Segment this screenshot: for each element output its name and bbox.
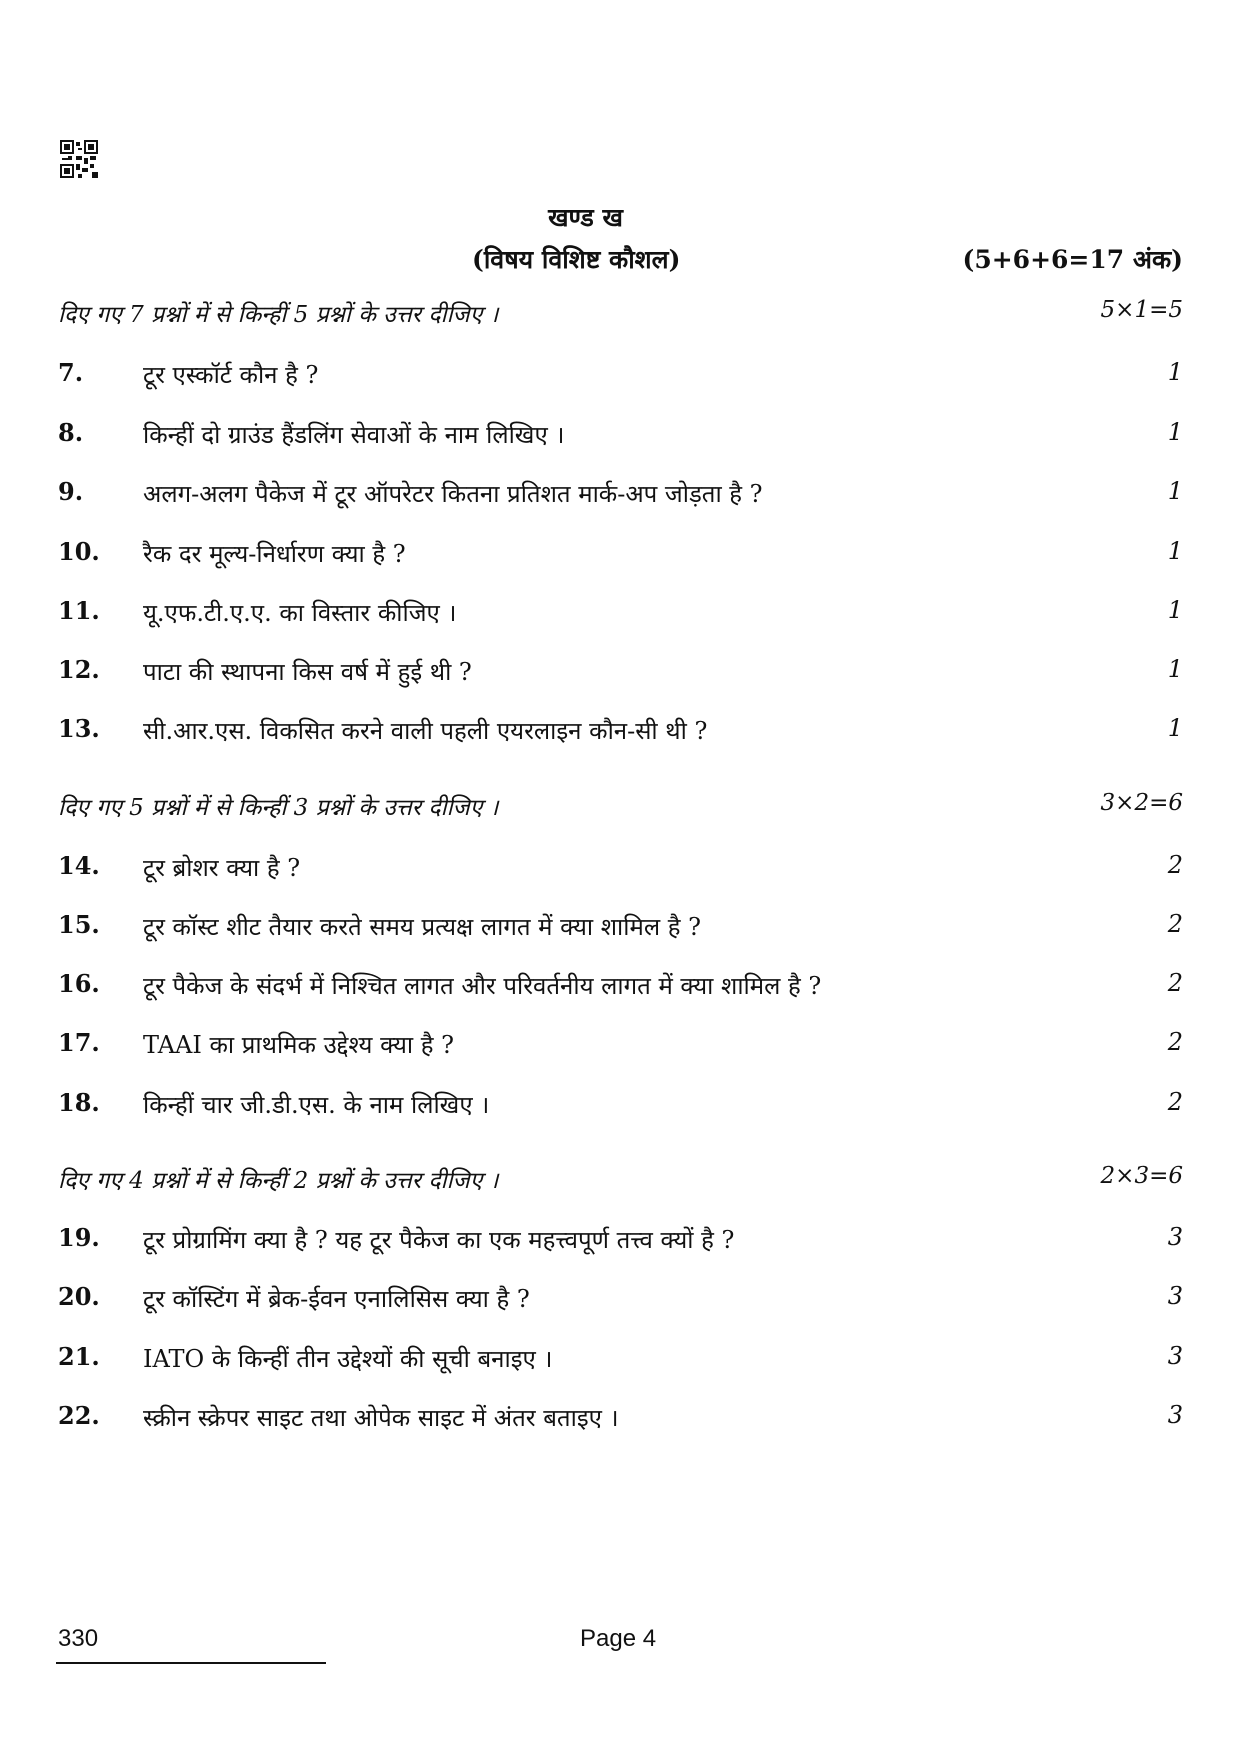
question-row <box>58 1028 1183 1064</box>
group-instruction <box>58 297 1183 329</box>
question-text: टूर पैकेज के संदर्भ में निश्चित लागत और परिवर्तनीय लागत में क्या शामिल है ? <box>143 972 822 1000</box>
question-number: 11. <box>58 596 100 625</box>
question-number: 7. <box>58 358 84 387</box>
question-mark: 1 <box>1167 655 1183 683</box>
question-row <box>58 418 1183 454</box>
question-row <box>58 1088 1183 1124</box>
question-mark: 2 <box>1167 910 1183 938</box>
instruction-marks: 2×3=6 <box>1100 1163 1183 1189</box>
question-row <box>58 714 1183 750</box>
question-text: स्क्रीन स्क्रेपर साइट तथा ओपेक साइट में अंतर बताइए । <box>143 1404 619 1432</box>
question-mark: 2 <box>1167 851 1183 879</box>
question-mark: 1 <box>1167 358 1183 386</box>
question-number: 20. <box>58 1282 100 1311</box>
group-instruction <box>58 1163 1183 1195</box>
question-text: पाटा की स्थापना किस वर्ष में हुई थी ? <box>143 658 472 686</box>
question-mark: 2 <box>1167 969 1183 997</box>
question-row <box>58 655 1183 691</box>
question-row <box>58 537 1183 573</box>
question-row <box>58 1342 1183 1378</box>
question-row <box>58 1401 1183 1437</box>
question-text: सी.आर.एस. विकसित करने वाली पहली एयरलाइन कौन-सी थी ? <box>143 717 708 745</box>
question-row <box>58 969 1183 1005</box>
question-mark: 3 <box>1167 1342 1183 1370</box>
question-row <box>58 1282 1183 1318</box>
question-mark: 3 <box>1167 1401 1183 1429</box>
question-mark: 1 <box>1167 537 1183 565</box>
question-text: रैक दर मूल्य-निर्धारण क्या है ? <box>143 540 406 568</box>
question-number: 17. <box>58 1028 100 1057</box>
question-text: टूर कॉस्टिंग में ब्रेक-ईवन एनालिसिस क्या है ? <box>143 1285 530 1313</box>
section-title: खण्ड ख <box>548 203 623 232</box>
question-number: 16. <box>58 969 100 998</box>
question-mark: 3 <box>1167 1282 1183 1310</box>
question-mark: 1 <box>1167 477 1183 505</box>
question-row <box>58 596 1183 632</box>
instruction-marks: 3×2=6 <box>1100 790 1183 816</box>
instruction-marks: 5×1=5 <box>1100 297 1183 323</box>
instruction-text: दिए गए 7 प्रश्नों में से किन्हीं 5 प्रश्नों के उत्तर दीजिए । <box>58 302 499 328</box>
question-text: TAAI का प्राथमिक उद्देश्य क्या है ? <box>143 1031 454 1059</box>
question-mark: 2 <box>1167 1088 1183 1116</box>
question-text: किन्हीं दो ग्राउंड हैंडलिंग सेवाओं के नाम लिखिए । <box>143 421 565 449</box>
question-row <box>58 358 1183 394</box>
question-row <box>58 851 1183 887</box>
question-number: 9. <box>58 477 84 506</box>
group-instruction <box>58 790 1183 822</box>
question-text: किन्हीं चार जी.डी.एस. के नाम लिखिए । <box>143 1091 490 1119</box>
question-row <box>58 1223 1183 1259</box>
qr-code-icon <box>60 140 98 178</box>
question-mark: 1 <box>1167 418 1183 446</box>
question-text: IATO के किन्हीं तीन उद्देश्यों की सूची बनाइए । <box>143 1345 553 1373</box>
question-number: 14. <box>58 851 100 880</box>
section-subtitle: (विषय विशिष्ट कौशल) <box>472 245 681 274</box>
question-row <box>58 477 1183 513</box>
instruction-text: दिए गए 4 प्रश्नों में से किन्हीं 2 प्रश्नों के उत्तर दीजिए । <box>58 1168 499 1194</box>
page-number: Page 4 <box>580 1625 657 1652</box>
question-number: 21. <box>58 1342 100 1371</box>
question-row <box>58 910 1183 946</box>
question-mark: 1 <box>1167 714 1183 742</box>
paper-code: 330 <box>58 1625 99 1652</box>
question-mark: 3 <box>1167 1223 1183 1251</box>
question-number: 22. <box>58 1401 100 1430</box>
footer-divider <box>56 1662 326 1664</box>
question-mark: 1 <box>1167 596 1183 624</box>
question-text: अलग-अलग पैकेज में टूर ऑपरेटर कितना प्रतिशत मार्क-अप जोड़ता है ? <box>143 480 763 508</box>
question-text: टूर प्रोग्रामिंग क्या है ? यह टूर पैकेज का एक महत्त्वपूर्ण तत्त्व क्यों है ? <box>143 1226 735 1254</box>
question-text: यू.एफ.टी.ए.ए. का विस्तार कीजिए । <box>143 599 457 627</box>
question-number: 12. <box>58 655 100 684</box>
question-mark: 2 <box>1167 1028 1183 1056</box>
question-number: 13. <box>58 714 100 743</box>
question-text: टूर कॉस्ट शीट तैयार करते समय प्रत्यक्ष लागत में क्या शामिल है ? <box>143 913 701 941</box>
question-number: 19. <box>58 1223 100 1252</box>
instruction-text: दिए गए 5 प्रश्नों में से किन्हीं 3 प्रश्नों के उत्तर दीजिए । <box>58 795 499 821</box>
question-number: 18. <box>58 1088 100 1117</box>
question-number: 10. <box>58 537 100 566</box>
question-number: 8. <box>58 418 84 447</box>
section-marks: (5+6+6=17 अंक) <box>962 245 1183 274</box>
question-number: 15. <box>58 910 100 939</box>
question-text: टूर ब्रोशर क्या है ? <box>143 854 301 882</box>
question-text: टूर एस्कॉर्ट कौन है ? <box>143 361 319 389</box>
